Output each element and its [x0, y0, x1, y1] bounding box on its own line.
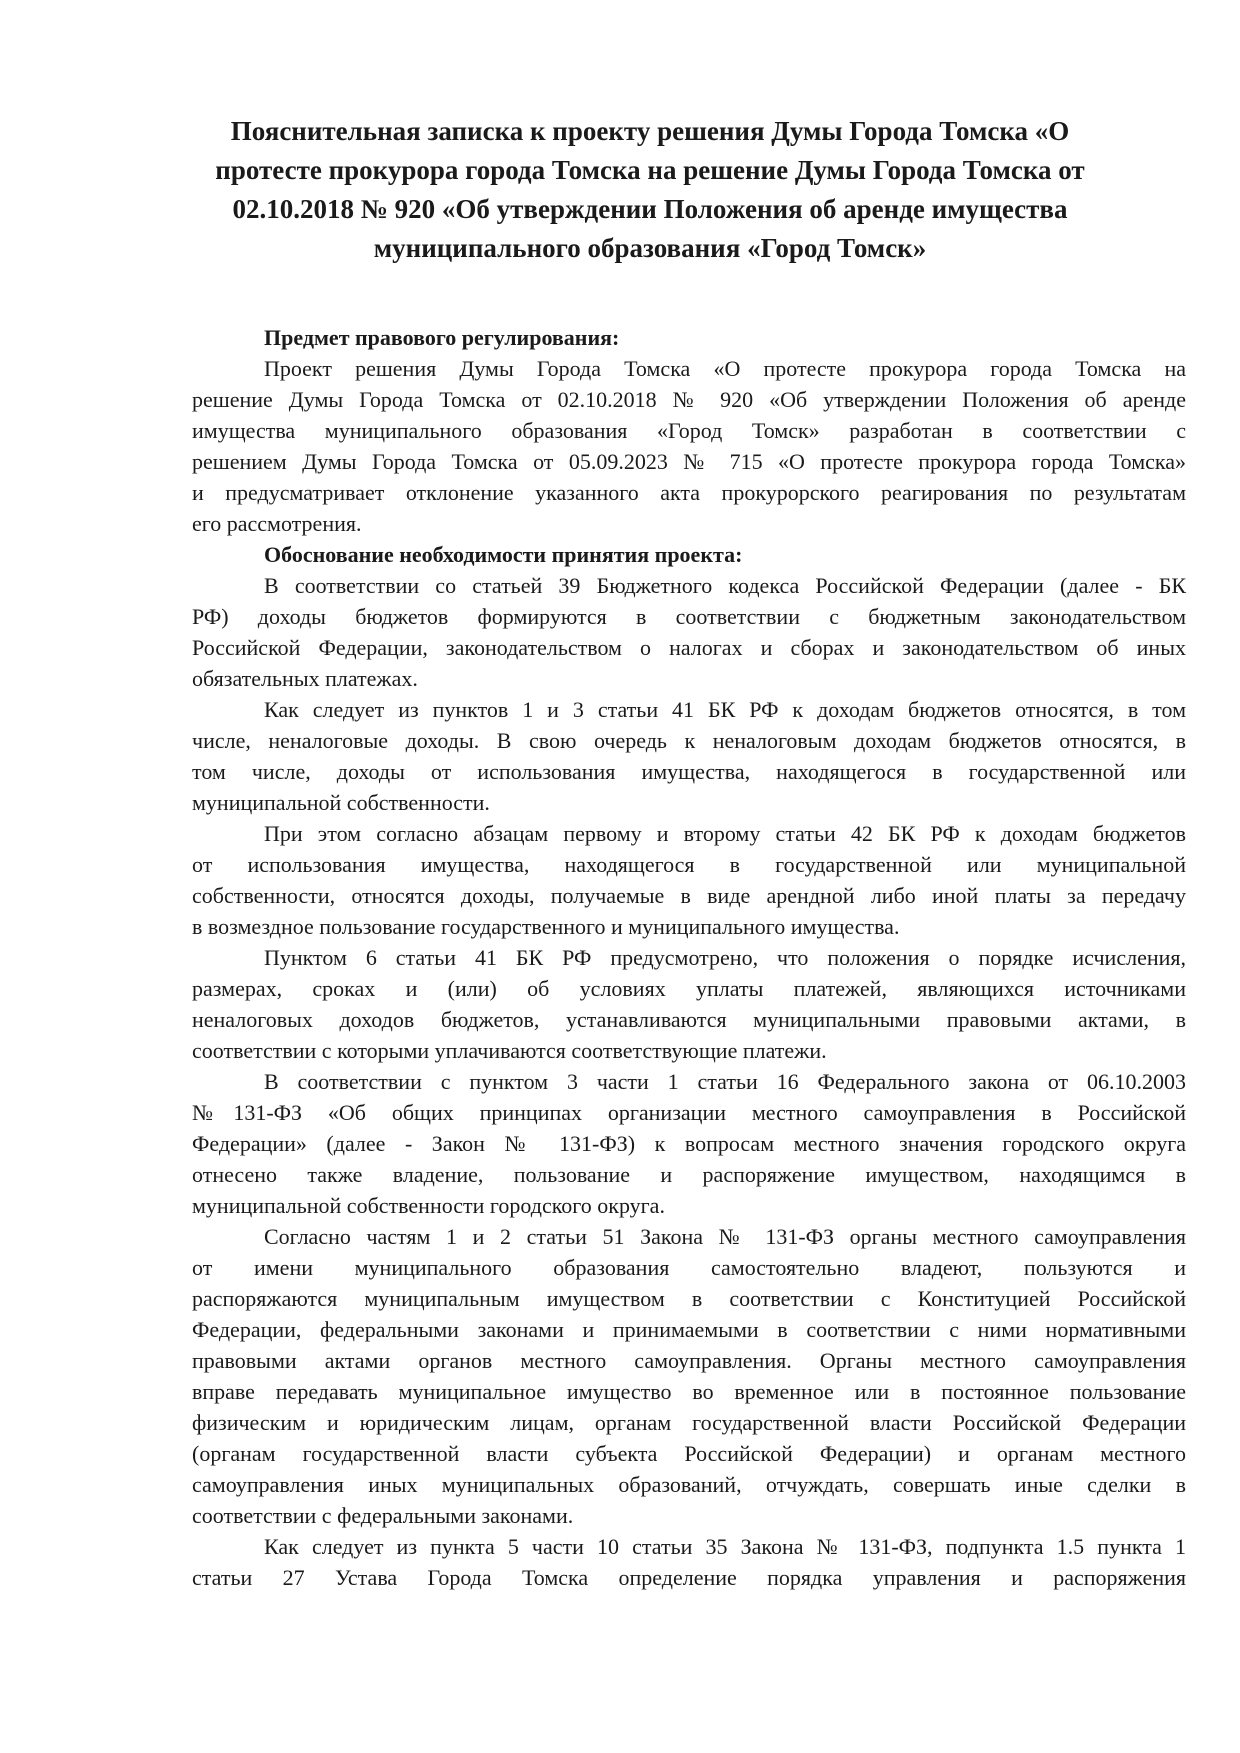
title-line: протесте прокурора города Томска на решение Думы Города Томска от: [215, 155, 1085, 185]
paragraph-line: распоряжаются муниципальным имуществом в соответствии с Конституцией Российской: [192, 1286, 1186, 1311]
paragraph-line: и предусматривает отклонение указанного акта прокурорского реагирования по результатам: [192, 480, 1186, 505]
paragraph-line: физическим и юридическим лицам, органам государственной власти Российской Федерации: [192, 1410, 1186, 1435]
paragraph-line: правовыми актами органов местного самоуправления. Органы местного самоуправления: [192, 1348, 1186, 1373]
paragraph-line: вправе передавать муниципальное имущество во временное или в постоянное пользование: [192, 1379, 1186, 1404]
paragraph-line: от имени муниципального образования самостоятельно владеют, пользуются и: [192, 1255, 1186, 1280]
paragraph-line: имущества муниципального образования «Город Томск» разработан в соответствии с: [192, 418, 1186, 443]
paragraph: [192, 818, 1186, 942]
paragraph-line: в возмездное пользование государственного и муниципального имущества.: [192, 914, 900, 939]
title-line: 02.10.2018 № 920 «Об утверждении Положения об аренде имущества: [232, 194, 1068, 224]
section-heading: [192, 539, 1186, 570]
paragraph-line: статьи 27 Устава Города Томска определение порядка управления и распоряжения: [192, 1565, 1186, 1590]
paragraph-line: решение Думы Города Томска от 02.10.2018 № 920 «Об утверждении Положения об аренде: [192, 387, 1186, 412]
paragraph-line: муниципальной собственности городского округа.: [192, 1193, 665, 1218]
paragraph: [192, 1531, 1186, 1593]
paragraph-line: обязательных платежах.: [192, 666, 418, 691]
paragraph-line: Российской Федерации, законодательством о налогах и сборах и законодательством об иных: [192, 635, 1186, 660]
paragraph: [192, 942, 1186, 1066]
paragraph: [192, 353, 1186, 539]
paragraph-line: отнесено также владение, пользование и распоряжение имуществом, находящимся в: [192, 1162, 1186, 1187]
paragraph-line: В соответствии со статьей 39 Бюджетного кодекса Российской Федерации (далее - БК: [264, 573, 1186, 598]
paragraph-line: Пунктом 6 статьи 41 БК РФ предусмотрено, что положения о порядке исчисления,: [264, 945, 1186, 970]
paragraph-line: собственности, относятся доходы, получаемые в виде арендной либо иной платы за передачу: [192, 883, 1186, 908]
paragraph-line: (органам государственной власти субъекта Российской Федерации) и органам местного: [192, 1441, 1186, 1466]
paragraph: [192, 1066, 1186, 1221]
document-title: [150, 112, 1150, 268]
paragraph: [192, 570, 1186, 694]
paragraph-line: Федерации, федеральными законами и принимаемыми в соответствии с ними нормативными: [192, 1317, 1186, 1342]
paragraph: [192, 1221, 1186, 1531]
document-body: [192, 322, 1186, 1593]
paragraph-line: соответствии с которыми уплачиваются соответствующие платежи.: [192, 1038, 827, 1063]
paragraph-line: самоуправления иных муниципальных образований, отчуждать, совершать иные сделки в: [192, 1472, 1186, 1497]
heading-text: Обоснование необходимости принятия проекта:: [264, 542, 743, 567]
paragraph-line: Согласно частям 1 и 2 статьи 51 Закона № 131-ФЗ органы местного самоуправления: [264, 1224, 1186, 1249]
paragraph-line: муниципальной собственности.: [192, 790, 490, 815]
paragraph-line: от использования имущества, находящегося в государственной или муниципальной: [192, 852, 1186, 877]
paragraph-line: В соответствии с пунктом 3 части 1 статьи 16 Федерального закона от 06.10.2003: [264, 1069, 1186, 1094]
paragraph-line: размерах, сроках и (или) об условиях уплаты платежей, являющихся источниками: [192, 976, 1186, 1001]
paragraph-line: соответствии с федеральными законами.: [192, 1503, 574, 1528]
paragraph: [192, 694, 1186, 818]
paragraph-line: Как следует из пунктов 1 и 3 статьи 41 БК РФ к доходам бюджетов относятся, в том: [264, 697, 1186, 722]
paragraph-line: неналоговых доходов бюджетов, устанавливаются муниципальными правовыми актами, в: [192, 1007, 1186, 1032]
title-line: муниципального образования «Город Томск»: [373, 233, 927, 263]
paragraph-line: том числе, доходы от использования имущества, находящегося в государственной или: [192, 759, 1186, 784]
paragraph-line: РФ) доходы бюджетов формируются в соответствии с бюджетным законодательством: [192, 604, 1186, 629]
title-line: Пояснительная записка к проекту решения Думы Города Томска «О: [230, 116, 1070, 146]
paragraph-line: решением Думы Города Томска от 05.09.2023 № 715 «О протесте прокурора города Томска»: [192, 449, 1186, 474]
paragraph-line: Федерации» (далее - Закон № 131-ФЗ) к вопросам местного значения городского округа: [192, 1131, 1186, 1156]
paragraph-line: Проект решения Думы Города Томска «О протесте прокурора города Томска на: [264, 356, 1186, 381]
paragraph-line: Как следует из пункта 5 части 10 статьи 35 Закона № 131-ФЗ, подпункта 1.5 пункта 1: [264, 1534, 1186, 1559]
paragraph-line: №131-ФЗ «Об общих принципах организации местного самоуправления в Российской: [192, 1100, 1186, 1125]
paragraph-line: При этом согласно абзацам первому и второму статьи 42 БК РФ к доходам бюджетов: [264, 821, 1186, 846]
section-heading: [192, 322, 1186, 353]
paragraph-line: числе, неналоговые доходы. В свою очередь к неналоговым доходам бюджетов относятся, в: [192, 728, 1186, 753]
heading-text: Предмет правового регулирования:: [264, 325, 620, 350]
paragraph-line: его рассмотрения.: [192, 511, 362, 536]
